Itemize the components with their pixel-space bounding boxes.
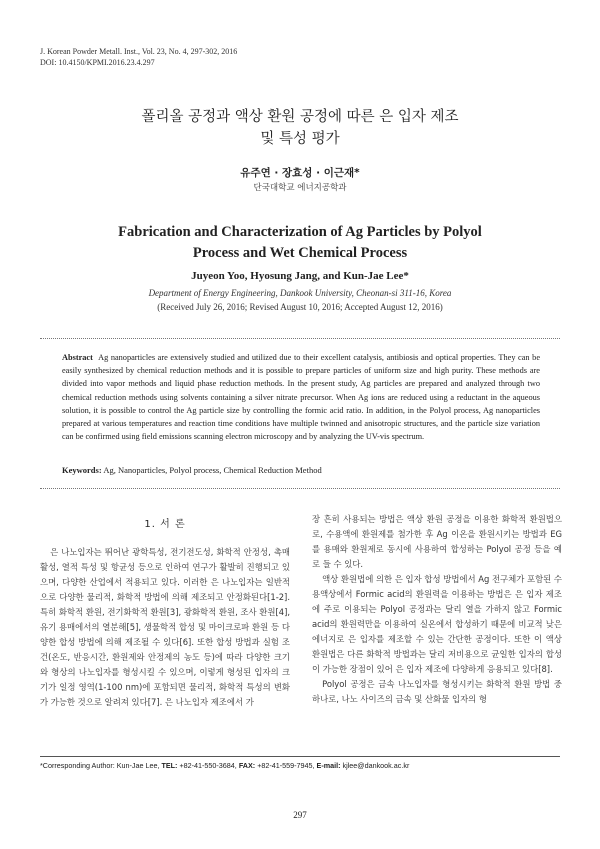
korean-affiliation: 단국대학교 에너지공학과 (253, 183, 347, 193)
korean-title-line1: 폴리올 공정과 액상 환원 공정에 따른 은 입자 제조 (141, 109, 459, 125)
footnote-divider (40, 756, 560, 757)
footnote-author: *Corresponding Author: Kun-Jae Lee, (40, 761, 160, 770)
footnote-fax-label: FAX: (238, 761, 256, 770)
abstract-bottom-divider (40, 488, 560, 489)
page-number: 297 (293, 810, 307, 820)
keywords-text: Ag, Nanoparticles, Polyol process, Chemical Reduction Method (103, 465, 322, 475)
footnote-tel: +82-41-550-3684, (179, 761, 237, 770)
keywords-label: Keywords: (62, 465, 102, 475)
keywords (62, 465, 540, 475)
corresponding-author-footnote (40, 761, 570, 770)
footnote-tel-label: TEL: (161, 761, 178, 770)
abstract (62, 351, 540, 443)
abstract-top-divider (40, 338, 560, 339)
english-title (0, 222, 600, 264)
journal-citation: J. Korean Powder Metall. Inst., Vol. 23, No. 4, 297-302, 2016 (40, 47, 238, 56)
footnote-fax: +82-41-559-7945, (257, 761, 315, 770)
korean-authors: 유주연 · 장효성 · 이근재* (240, 167, 360, 179)
left-column (40, 545, 290, 710)
english-title-line2: Process and Wet Chemical Process (192, 245, 408, 261)
journal-info (40, 46, 237, 68)
paragraph: 은 나노입자는 뛰어난 광학특성, 전기전도성, 화학적 안정성, 촉매활성, 열적 특성 및 항균성 등으로 인하여 연구가 활발히 진행되고 있으며, 다양한 산업에서 적용되고 있다. 이러한 은 나노입자는 일반적으로 다양한 물리적, 화학적 방법에 의해 제조되고 안정화된다[1-2]. 특히 화학적 환원, 전기화학적 환원[3], 광화학적 환원, 조사 환원[4], 유기 용매에서의 열분해[5], 생물학적 합성 및 마이크로파 환원 등 다양한 합성 방법에 의해 제조될 수 있다[6]. 또한 합성 방법과 실험 조건(온도, 반응시간, 환원제와 안정제의 농도 등)에 따라 다양한 크기와 형상의 나노입자를 형성시킬 수 있으며, 이렇게 형성된 입자의 크기가 일정 영역(1-100 nm)에 포함되면 물리적, 화학적 특성의 변화가 가능한 것으로 알려져 있다[7]. 은 나노입자 제조에서 가 (40, 547, 290, 707)
abstract-text: Ag nanoparticles are extensively studied and utilized due to their excellent catalysis, antibiosis and optical properties. They can be easily synthesized by chemical reduction methods and it is possible to prepare particles of uniform size and high purity. These methods are divided into vapor methods and liquid phase reduction methods. In the present study, Ag particles are prepared and analyzed through two chemical reduction methods using solvents containing a silver nitrate precursor. When Ag ions are reduced using a reductant in the aqueous solution, it is possible to control the Ag particle size by controlling the formic acid ratio. In addition, in the Polyol process, Ag nanoparticles prepared at various temperatures and reaction time conditions have multiple twinned and anisotropic structures, and the particle size variation can be confirmed using field emissions scanning electron microscopy and by analyzing the UV-vis spectrum. (62, 353, 540, 442)
journal-doi: DOI: 10.4150/KPMI.2016.23.4.297 (40, 58, 155, 67)
paragraph: Polyol 공정은 금속 나노입자를 형성시키는 화학적 환원 방법 중 하나로, 나노 사이즈의 금속 및 산화물 입자의 형 (312, 679, 562, 704)
english-title-line1: Fabrication and Characterization of Ag Particles by Polyol (118, 224, 482, 240)
korean-title (0, 106, 600, 150)
paragraph: 액상 환원법에 의한 은 입자 합성 방법에서 Ag 전구체가 포함된 수용액상에서 Formic acid의 환원력을 이용하는 방법은 은 입자 제조에 주로 이용되는 Polyol 공정과는 달리 열을 가하지 않고 Formic acid의 환원력만을 이용하여 실온에서 합성하기 때문에 비교적 낮은 에너지로 은 입자를 제조할 수 있는 간단한 공정이다. 또한 이 액상 환원법은 다른 화학적 방법과는 달리 저비용으로 균일한 입자의 합성이 가능한 장점이 있어 은 입자 제조에 다양하게 응용되고 있다[8]. (312, 574, 562, 674)
section-heading-introduction: 1. 서 론 (144, 519, 186, 530)
received-dates: (Received July 26, 2016; Revised August 10, 2016; Accepted August 12, 2016) (157, 302, 443, 312)
korean-title-line2: 및 특성 평가 (260, 131, 340, 147)
english-authors: Juyeon Yoo, Hyosung Jang, and Kun-Jae Lee* (191, 270, 409, 282)
right-column (312, 512, 562, 707)
paragraph: 장 흔히 사용되는 방법은 액상 환원 공정을 이용한 화학적 환원법으로, 수용액에 환원제를 첨가한 후 Ag 이온을 환원시키는 방법과 EG를 용매와 환원제로 동시에 사용하여 합성하는 Polyol 공정 등을 예로 들 수 있다. (312, 514, 562, 569)
english-affiliation: Department of Energy Engineering, Dankook University, Cheonan-si 311-16, Korea (148, 288, 452, 298)
footnote-email-label: E-mail: (316, 761, 341, 770)
footnote-email: kjlee@dankook.ac.kr (342, 761, 410, 770)
abstract-label: Abstract (62, 353, 93, 362)
